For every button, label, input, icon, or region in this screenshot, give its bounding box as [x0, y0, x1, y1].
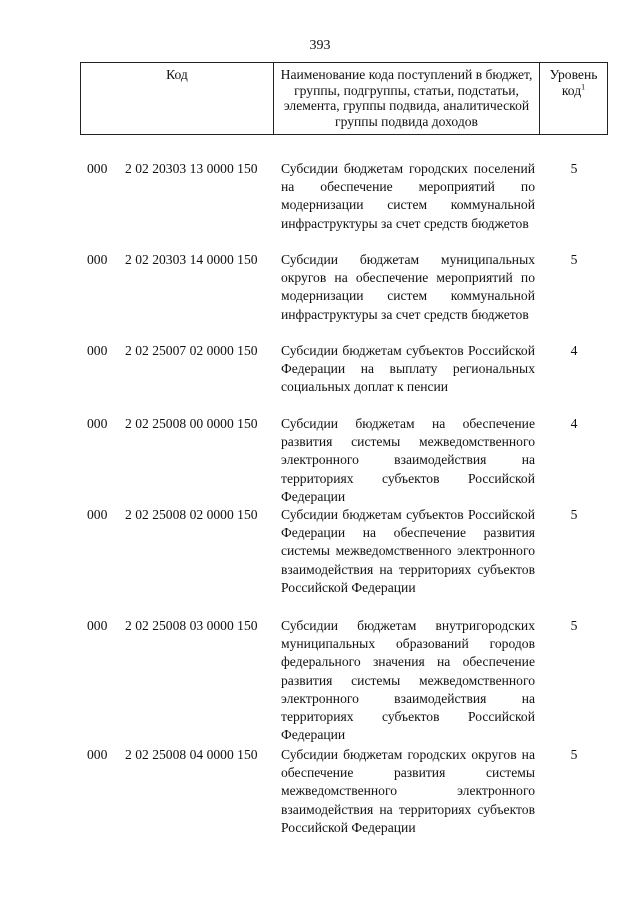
- row-group: 000: [87, 618, 108, 633]
- row-name: Субсидии бюджетам субъектов Российской Федерации на выплату региональных социальных доплат к пенсии: [281, 343, 535, 395]
- row-code: 2 02 25008 03 0000 150: [125, 618, 258, 633]
- row-level: 4: [570, 416, 578, 431]
- header-code: Код: [81, 63, 274, 134]
- page-number: 393: [309, 38, 331, 53]
- table-header: [80, 62, 608, 135]
- row-name: Субсидии бюджетам городских поселений на обеспечение мероприятий по модернизации систем коммунальной инфраструктуры за счет средств бюджетов: [281, 161, 535, 231]
- header-name: Наименование кода поступлений в бюджет, группы, подгруппы, статьи, подстатьи, элемента, группы подвида, аналитической группы подвида доходов: [274, 63, 540, 134]
- row-level: 5: [570, 252, 578, 267]
- row-code: 2 02 20303 13 0000 150: [125, 161, 258, 176]
- header-level-label: Уровень код: [549, 67, 598, 98]
- row-code: 2 02 25008 04 0000 150: [125, 747, 258, 762]
- row-code: 2 02 25008 02 0000 150: [125, 507, 258, 522]
- row-level: 5: [570, 618, 578, 633]
- row-group: 000: [87, 416, 108, 431]
- row-code: 2 02 25008 00 0000 150: [125, 416, 258, 431]
- row-group: 000: [87, 343, 108, 358]
- row-group: 000: [87, 252, 108, 267]
- row-name: Субсидии бюджетам внутригородских муниципальных образований городов федерального значения на обеспечение развития системы межведомственного электронного взаимодействия на территориях субъектов Российской Федерации: [281, 618, 535, 743]
- row-code: 2 02 25007 02 0000 150: [125, 343, 258, 358]
- row-level: 4: [570, 343, 578, 358]
- row-name: Субсидии бюджетам городских округов на обеспечение развития системы межведомственного электронного взаимодействия на территориях субъектов Российской Федерации: [281, 747, 535, 835]
- header-level-footnote: 1: [581, 81, 586, 91]
- header-level: [540, 63, 607, 134]
- row-group: 000: [87, 507, 108, 522]
- row-code: 2 02 20303 14 0000 150: [125, 252, 258, 267]
- row-level: 5: [570, 161, 578, 176]
- row-group: 000: [87, 747, 108, 762]
- row-level: 5: [570, 507, 578, 522]
- row-name: Субсидии бюджетам муниципальных округов на обеспечение мероприятий по модернизации систем коммунальной инфраструктуры за счет средств бюджетов: [281, 252, 535, 322]
- row-group: 000: [87, 161, 108, 176]
- row-name: Субсидии бюджетам субъектов Российской Федерации на обеспечение развития системы межведомственного электронного взаимодействия на территориях субъектов Российской Федерации: [281, 507, 535, 595]
- row-name: Субсидии бюджетам на обеспечение развития системы межведомственного электронного взаимодействия на территориях субъектов Российской Федерации: [281, 416, 535, 504]
- row-level: 5: [570, 747, 578, 762]
